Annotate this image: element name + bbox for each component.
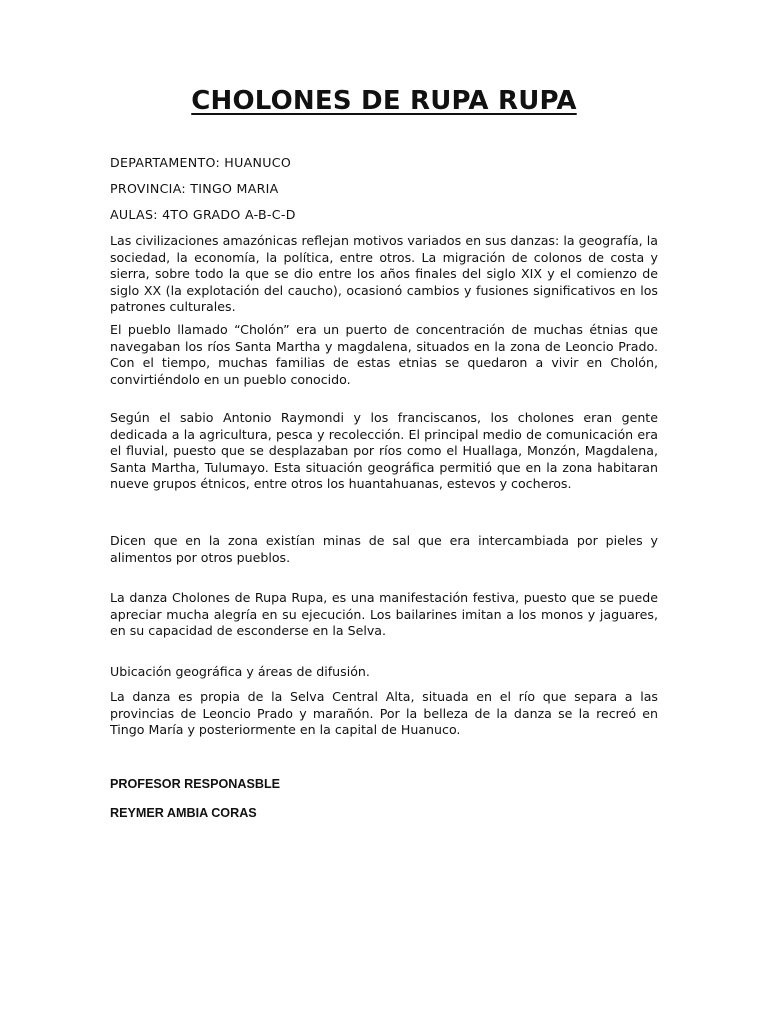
paragraph-selva: La danza es propia de la Selva Central Alta, situada en el río que separa a las provincias de Leoncio Prado y marañón. Por la belleza de la danza se la recreó en Tingo María y posteriormente en la capital de Huanuco. <box>110 689 658 738</box>
paragraph-raymondi: Según el sabio Antonio Raymondi y los franciscanos, los cholones eran gente dedicada a la agricultura, pesca y recolección. El principal medio de comunicación era el fluvial, puesto que se desplazaban por ríos como el Huallaga, Monzón, Magdalena, Santa Martha, Tulumayo. Esta situación geográfica permitió que en la zona habitaran nueve grupos étnicos, entre otros los huantahuanas, estevos y cocheros. <box>110 410 658 492</box>
departamento-line: DEPARTAMENTO: HUANUCO <box>110 155 292 170</box>
paragraph-cholon: El pueblo llamado “Cholón” era un puerto de concentración de muchas étnias que navegaban los ríos Santa Martha y magdalena, situados en la zona de Leoncio Prado. Con el tiempo, muchas familias de estas etnias se quedaron a vivir en Cholón, convirtiéndolo en un pueblo conocido. <box>110 322 658 387</box>
document-title: CHOLONES DE RUPA RUPA <box>191 86 577 116</box>
provincia-line: PROVINCIA: TINGO MARIA <box>110 181 279 196</box>
paragraph-intro: Las civilizaciones amazónicas reflejan motivos variados en sus danzas: la geografía, la sociedad, la economía, la política, entre otros. La migración de colonos de costa y sierra, sobre todo la que se dio entre los años finales del siglo XIX y el comienzo de siglo XX (la explotación del caucho), ocasionó cambios y fusiones significativos en los patrones culturales. <box>110 233 658 315</box>
paragraph-danza: La danza Cholones de Rupa Rupa, es una manifestación festiva, puesto que se puede apreciar mucha alegría en su ejecución. Los bailarines imitan a los monos y jaguares, en su capacidad de esconderse en la Selva. <box>110 590 658 639</box>
signature-role: PROFESOR RESPONASBLE <box>110 777 281 791</box>
section-heading-ubicacion: Ubicación geográfica y áreas de difusión. <box>110 664 370 679</box>
signature-name: REYMER AMBIA CORAS <box>110 806 257 820</box>
aulas-line: AULAS: 4TO GRADO A-B-C-D <box>110 207 296 222</box>
paragraph-minas: Dicen que en la zona existían minas de sal que era intercambiada por pieles y alimentos por otros pueblos. <box>110 533 658 565</box>
